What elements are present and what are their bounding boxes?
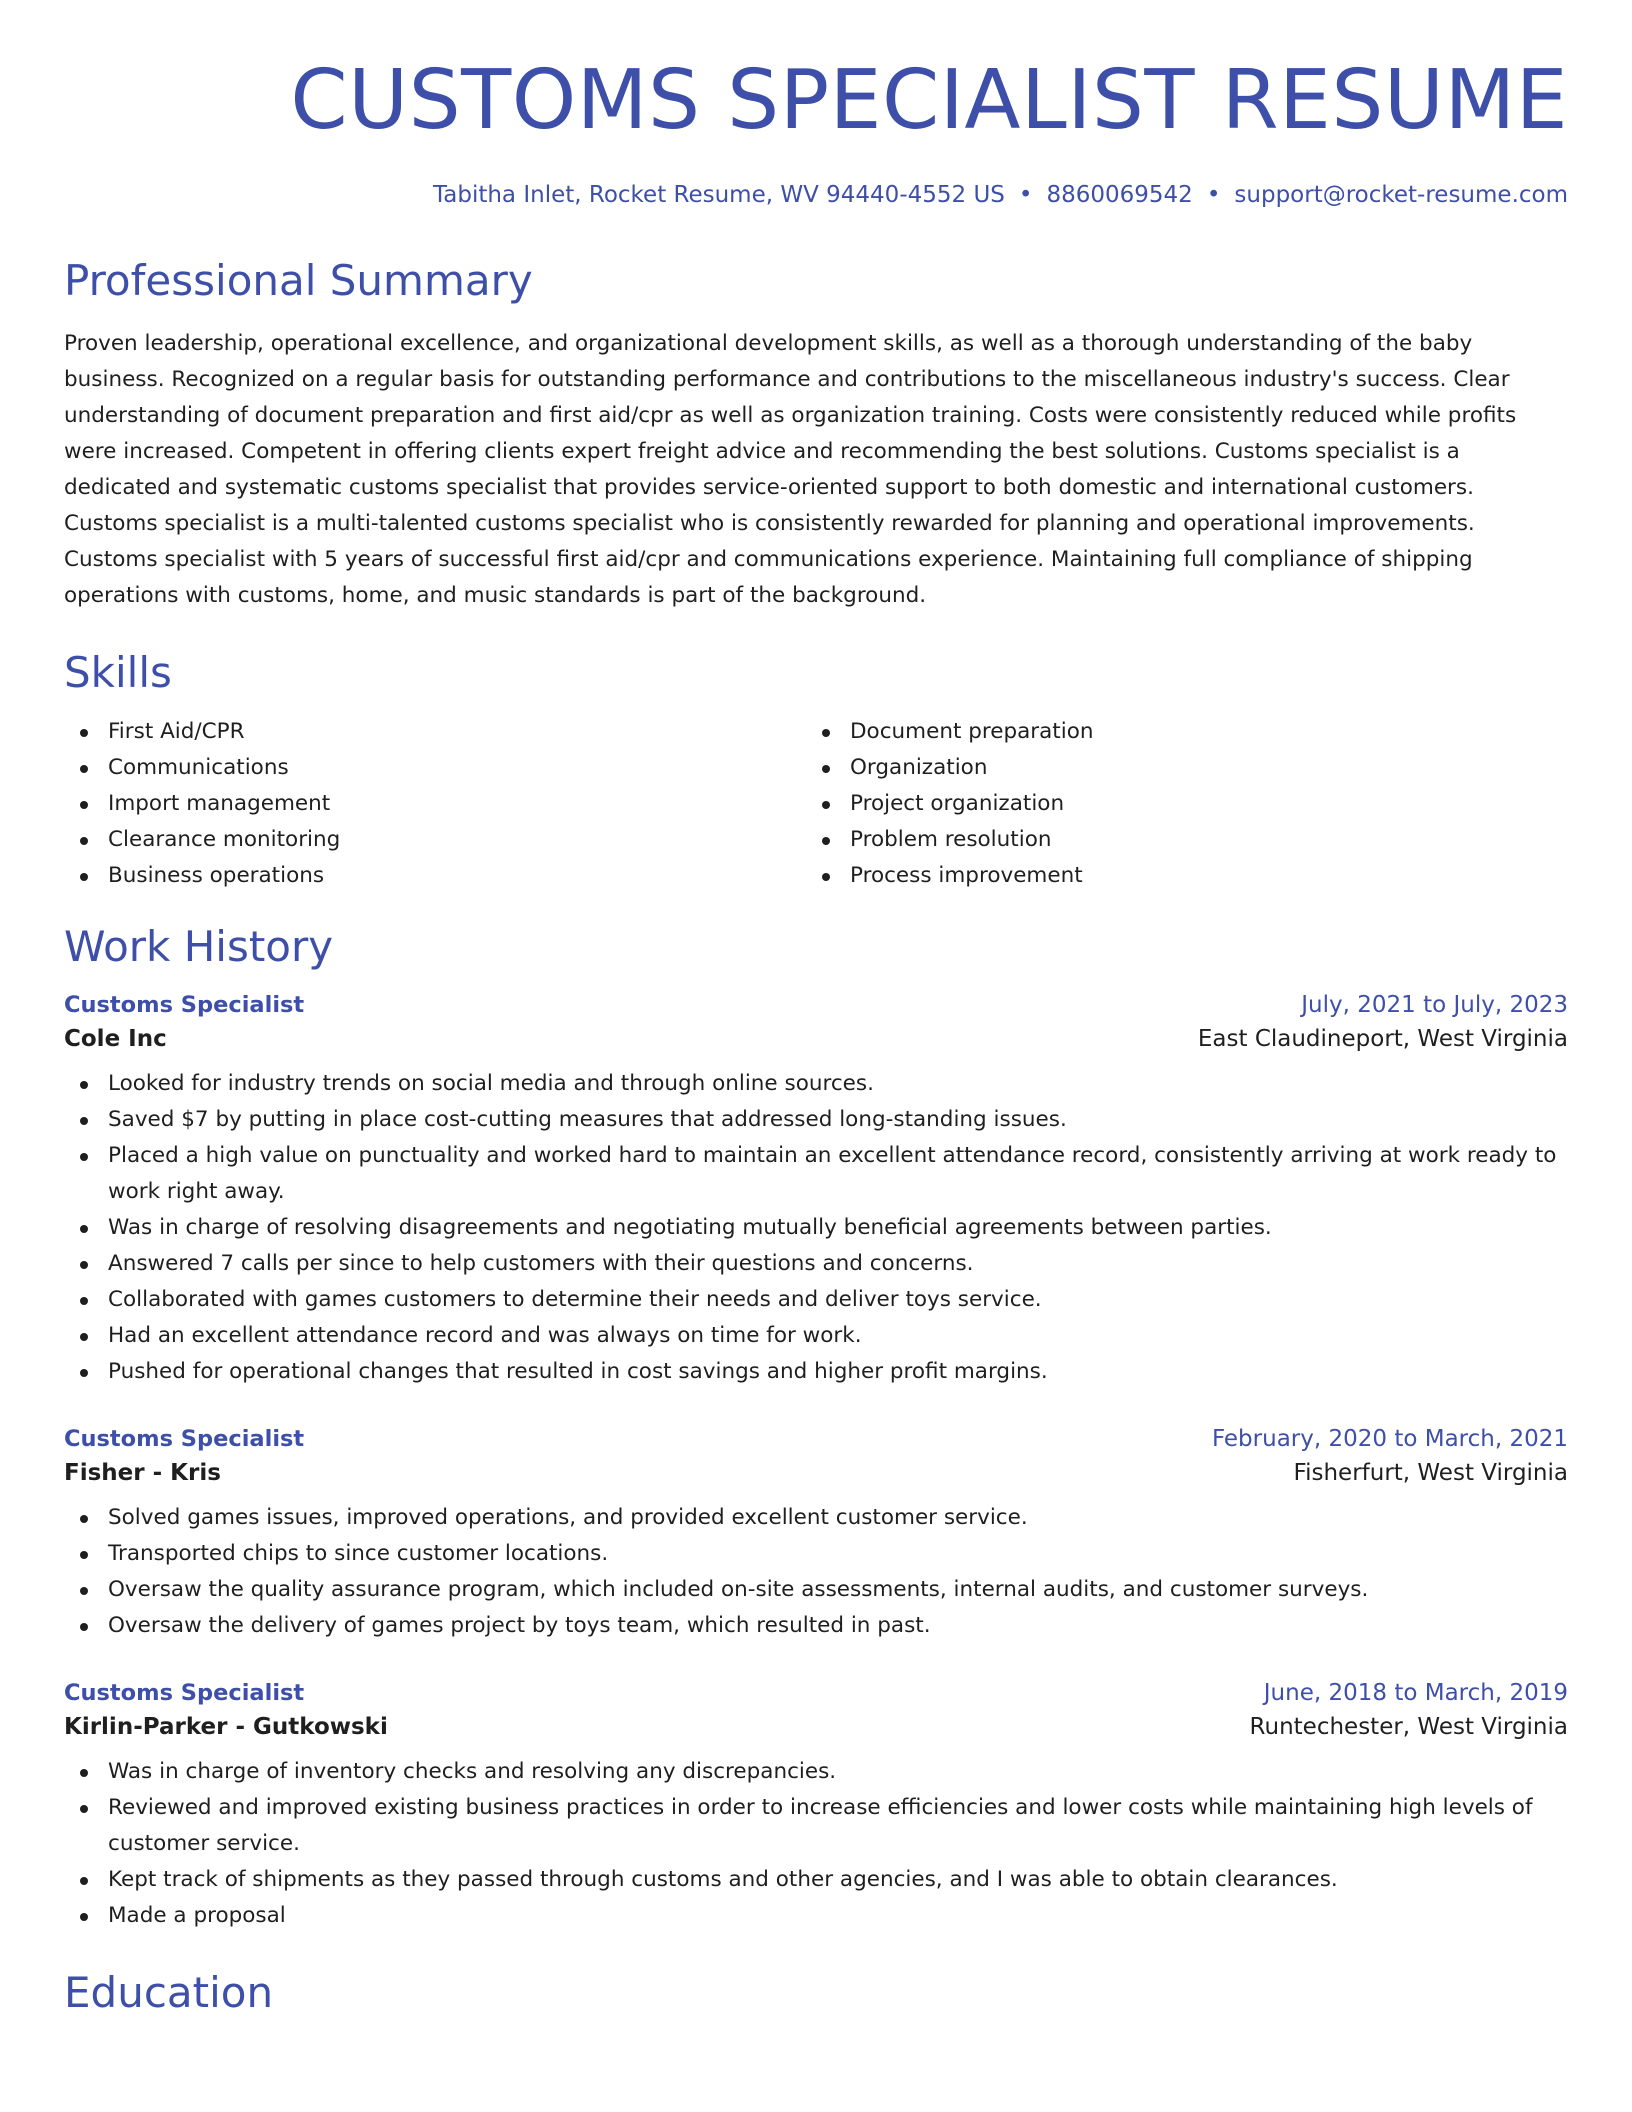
job-bullet: Oversaw the delivery of games project by toys team, which resulted in past. (64, 1608, 1568, 1644)
job-dates: July, 2021 to July, 2023 (1301, 992, 1568, 1018)
job-title: Customs Specialist (64, 1680, 305, 1706)
job-entry (64, 1426, 1568, 1644)
section-title-work-history: Work History (64, 922, 334, 971)
section-title-skills: Skills (64, 648, 172, 697)
job-entry (64, 1680, 1568, 1934)
job-bullet: Collaborated with games customers to determine their needs and deliver toys service. (64, 1282, 1568, 1318)
job-title: Customs Specialist (64, 992, 305, 1018)
job-title: Customs Specialist (64, 1426, 305, 1452)
job-bullet: Kept track of shipments as they passed through customs and other agencies, and I was able to obtain clearances. (64, 1862, 1568, 1898)
contact-phone: 8860069542 (1046, 182, 1193, 208)
skills-list (64, 714, 1568, 894)
section-title-education: Education (64, 1968, 274, 2017)
job-dates: February, 2020 to March, 2021 (1211, 1426, 1568, 1452)
job-location: East Claudineport, West Virginia (1197, 1026, 1568, 1052)
section-title-summary: Professional Summary (64, 256, 533, 305)
job-location: Runtechester, West Virginia (1249, 1714, 1568, 1740)
job-entry (64, 992, 1568, 1390)
job-location: Fisherfurt, West Virginia (1293, 1460, 1568, 1486)
skill-item: Clearance monitoring (64, 822, 806, 858)
job-company: Kirlin-Parker - Gutkowski (64, 1714, 388, 1740)
job-bullet: Oversaw the quality assurance program, which included on-site assessments, internal audits, and customer surveys. (64, 1572, 1568, 1608)
job-bullet: Solved games issues, improved operations, and provided excellent customer service. (64, 1500, 1568, 1536)
skill-item: Communications (64, 750, 806, 786)
job-company: Cole Inc (64, 1026, 167, 1052)
job-bullet: Had an excellent attendance record and was always on time for work. (64, 1318, 1568, 1354)
job-bullet: Placed a high value on punctuality and worked hard to maintain an excellent attendance record, consistently arriving at work ready to work right away. (64, 1138, 1568, 1210)
job-dates: June, 2018 to March, 2019 (1263, 1680, 1568, 1706)
resume-title: CUSTOMS SPECIALIST RESUME (290, 53, 1568, 148)
skill-item: Process improvement (806, 858, 1548, 894)
contact-address: Tabitha Inlet, Rocket Resume, WV 94440-4552 US (433, 182, 1005, 208)
job-bullets (64, 1500, 1568, 1644)
contact-line (64, 184, 1568, 207)
skill-item: Project organization (806, 786, 1548, 822)
job-bullet: Reviewed and improved existing business practices in order to increase efficiencies and lower costs while maintaining high levels of customer service. (64, 1790, 1568, 1862)
job-bullet: Was in charge of resolving disagreements and negotiating mutually beneficial agreements between parties. (64, 1210, 1568, 1246)
skill-item: Problem resolution (806, 822, 1548, 858)
job-company: Fisher - Kris (64, 1460, 221, 1486)
job-bullet: Saved $7 by putting in place cost-cutting measures that addressed long-standing issues. (64, 1102, 1568, 1138)
skill-item: Business operations (64, 858, 806, 894)
contact-separator: • (1206, 182, 1221, 208)
skill-item: Document preparation (806, 714, 1548, 750)
skills-column-right (806, 714, 1548, 894)
skills-column-left (64, 714, 806, 894)
job-bullet: Pushed for operational changes that resulted in cost savings and higher profit margins. (64, 1354, 1568, 1390)
job-bullets (64, 1066, 1568, 1390)
job-bullet: Was in charge of inventory checks and resolving any discrepancies. (64, 1754, 1568, 1790)
job-bullet: Transported chips to since customer locations. (64, 1536, 1568, 1572)
job-bullets (64, 1754, 1568, 1934)
summary-text: Proven leadership, operational excellence, and organizational development skills, as well as a thorough understanding of the baby business. Recognized on a regular basis for outstanding performance and contributions to the miscellaneous industry's success. Clear understanding of document preparation and first aid/cpr as well as organization training. Costs were consistently reduced while profits were increased. Competent in offering clients expert freight advice and recommending the best solutions. Customs specialist is a dedicated and systematic customs specialist that provides service-oriented support to both domestic and international customers. Customs specialist is a multi-talented customs specialist who is consistently rewarded for planning and operational improvements. Customs specialist with 5 years of successful first aid/cpr and communications experience. Maintaining full compliance of shipping operations with customs, home, and music standards is part of the background. (64, 331, 1517, 608)
skill-item: Organization (806, 750, 1548, 786)
skill-item: First Aid/CPR (64, 714, 806, 750)
job-bullet: Looked for industry trends on social media and through online sources. (64, 1066, 1568, 1102)
job-bullet: Answered 7 calls per since to help customers with their questions and concerns. (64, 1246, 1568, 1282)
contact-email: support@rocket-resume.com (1234, 182, 1568, 208)
contact-separator: • (1018, 182, 1033, 208)
skill-item: Import management (64, 786, 806, 822)
job-bullet: Made a proposal (64, 1898, 1568, 1934)
